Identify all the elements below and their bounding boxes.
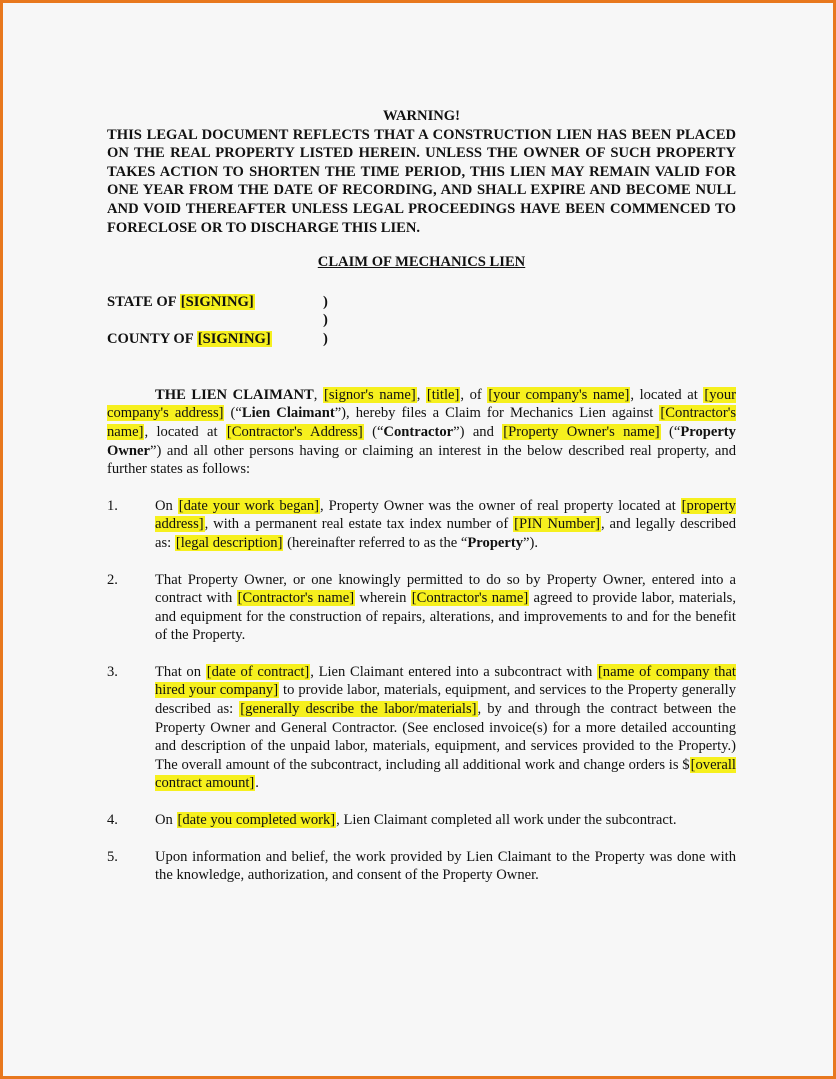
county-field: [SIGNING] <box>197 330 271 347</box>
text: , <box>416 386 426 403</box>
text: On <box>155 497 178 514</box>
text: Upon information and belief, the work provided by Lien Claimant to the Property was done with the knowledge, authorization, and consent of the Property Owner. <box>155 848 736 884</box>
document-title <box>107 253 736 272</box>
company-name-field: [your company's name] <box>488 386 630 403</box>
property-definition: Property <box>467 534 524 551</box>
item-number: 4. <box>107 812 118 829</box>
text: On <box>155 812 177 829</box>
text: ”). <box>523 534 539 551</box>
text: (“ <box>660 423 681 440</box>
contractor-name-field: [Contractor's name] <box>107 405 736 440</box>
county-label: COUNTY OF <box>107 330 197 347</box>
list-item <box>107 663 736 793</box>
warning-text: THIS LEGAL DOCUMENT REFLECTS THAT A CONSTRUCTION LIEN HAS BEEN PLACED ON THE REAL PROPERTY LISTED HEREIN. UNLESS THE OWNER OF SUCH PROPERTY TAKES ACTION TO SHORTEN THE TIME PERIOD, THIS LIEN MAY REMAIN VALID FOR ONE YEAR FROM THE DATE OF RECORDING, AND SHALL EXPIRE AND BECOME NULL AND VOID THEREAFTER UNLESS LEGAL PROCEEDINGS HAVE BEEN COMMENCED TO FORECLOSE OR TO DISCHARGE THIS LIEN. <box>107 126 736 236</box>
item-number: 2. <box>107 571 118 588</box>
text: , Property Owner was the owner of real property located at <box>320 497 681 514</box>
text: wherein <box>355 590 411 607</box>
state-row <box>107 293 255 312</box>
contractor-address-field: [Contractor's Address] <box>226 423 363 440</box>
state-label: STATE OF <box>107 293 180 310</box>
text: ”) and all other persons having or claiming an interest in the below described real property, and further states as follows: <box>107 442 736 478</box>
lien-claimant-definition: Lien Claimant <box>241 405 335 422</box>
venue-block <box>107 293 736 349</box>
property-address-field: [property address] <box>155 497 736 533</box>
labor-materials-field: [generally describe the labor/materials] <box>240 701 477 718</box>
text: , by and through the contract between the Property Owner and General Contractor. (See enclosed invoice(s) for a more detailed accounting and description of the unpaid labor, materials, equipment, and services provided to the Property.) The overall amount of the subcontract, including all additional work and change orders is $ <box>155 701 736 773</box>
pin-number-field: [PIN Number] <box>514 516 601 533</box>
text: , Lien Claimant completed all work under the subcontract. <box>336 812 677 829</box>
state-field: [SIGNING] <box>180 293 254 310</box>
completion-date-field: [date you completed work] <box>177 812 336 829</box>
document-title-text: CLAIM OF MECHANICS LIEN <box>317 254 526 271</box>
lien-claimant-lead: THE LIEN CLAIMANT <box>155 386 314 403</box>
property-owner-definition: Property Owner <box>107 423 736 459</box>
venue-paren: ) <box>323 330 328 347</box>
contract-amount-field: [overall contract amount] <box>155 756 736 792</box>
text: , and legally described as: <box>155 516 736 551</box>
property-owner-name-field: [Property Owner's name] <box>503 423 660 440</box>
list-item <box>107 571 736 645</box>
legal-description-field: [legal description] <box>175 534 283 551</box>
venue-paren: ) <box>323 312 328 329</box>
text: to provide labor, materials, equipment, and services to the Property generally described as: <box>155 682 737 718</box>
text: , of <box>460 386 488 403</box>
text: , located at <box>630 386 704 403</box>
text: ”), hereby files a Claim for Mechanics Lien against <box>334 405 660 422</box>
claims-list <box>107 497 736 885</box>
text: , located at <box>144 423 226 440</box>
venue-paren: ) <box>323 293 328 310</box>
company-address-field: [your company's address] <box>107 386 737 422</box>
contractor-definition: Contractor <box>383 423 454 440</box>
intro-paragraph <box>107 386 736 479</box>
contractor-name-field: [Contractor's name] <box>411 590 529 607</box>
text: That Property Owner, or one knowingly permitted to do so by Property Owner, entered into a contract with <box>155 571 736 607</box>
text: (“ <box>363 423 384 440</box>
list-item <box>107 848 736 885</box>
text: ”) and <box>453 423 503 440</box>
text: (hereinafter referred to as the “ <box>283 534 468 551</box>
item-number: 5. <box>107 848 118 865</box>
contractor-name-field: [Contractor's name] <box>237 590 355 607</box>
contract-date-field: [date of contract] <box>206 663 310 680</box>
item-number: 1. <box>107 497 118 514</box>
text: (“ <box>224 405 242 422</box>
signor-name-field: [signor's name] <box>323 386 416 403</box>
text: That on <box>155 663 206 680</box>
text: , <box>313 386 323 403</box>
list-item <box>107 811 736 830</box>
list-item <box>107 497 736 553</box>
text: , with a permanent real estate tax index number of <box>204 516 514 533</box>
work-began-date-field: [date your work began] <box>178 497 320 514</box>
text: . <box>255 775 259 792</box>
title-field: [title] <box>426 386 460 403</box>
warning-heading: WARNING! <box>382 108 461 124</box>
hiring-company-field: [name of company that hired your company] <box>155 663 736 699</box>
text: agreed to provide labor, materials, and equipment for the construction of repairs, alterations, and improvements to and for the benefit of the Property. <box>155 590 736 644</box>
item-number: 3. <box>107 663 118 680</box>
county-row <box>107 330 272 349</box>
text: , Lien Claimant entered into a subcontract with <box>310 663 597 680</box>
document-body <box>107 107 736 885</box>
